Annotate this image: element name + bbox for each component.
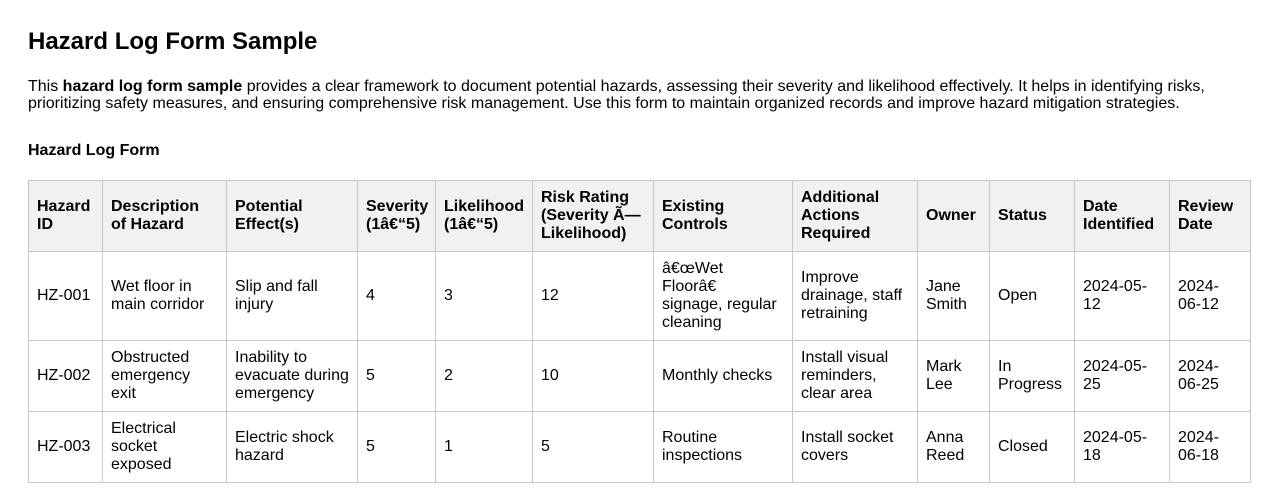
cell-potential-effects: Inability to evacuate during emergency [227,341,358,412]
header-description: Description of Hazard [103,181,227,252]
table-row [29,341,1251,412]
header-potential-effects: Potential Effect(s) [227,181,358,252]
cell-description: Electrical socket exposed [103,412,227,483]
cell-date-identified: 2024-05-12 [1075,252,1170,341]
cell-likelihood: 3 [436,252,533,341]
intro-text-end: provides a clear framework to document potential hazards, assessing their severity and likelihood effectively. It helps in identifying risks, prioritizing safety measures, and ensuring comprehensive risk management. Use this form to maintain organized records and improve hazard mitigation strategies. [28,78,1205,112]
cell-potential-effects: Slip and fall injury [227,252,358,341]
page-title: Hazard Log Form Sample [28,28,318,55]
cell-owner: Jane Smith [918,252,990,341]
cell-status: Closed [990,412,1075,483]
header-risk-rating: Risk Rating (Severity Ã— Likelihood) [533,181,654,252]
header-date-identified: Date Identified [1075,181,1170,252]
table-row [29,252,1251,341]
cell-likelihood: 1 [436,412,533,483]
cell-status: In Progress [990,341,1075,412]
cell-status: Open [990,252,1075,341]
cell-description: Obstructed emergency exit [103,341,227,412]
header-hazard-id: Hazard ID [29,181,103,252]
cell-owner: Mark Lee [918,341,990,412]
cell-severity: 5 [358,412,436,483]
cell-risk-rating: 10 [533,341,654,412]
cell-hazard-id: HZ-001 [29,252,103,341]
intro-paragraph [28,78,1250,112]
cell-likelihood: 2 [436,341,533,412]
hazard-log-table [28,180,1251,483]
cell-existing-controls: Routine inspections [654,412,793,483]
cell-hazard-id: HZ-002 [29,341,103,412]
header-status: Status [990,181,1075,252]
cell-date-identified: 2024-05-25 [1075,341,1170,412]
header-existing-controls: Existing Controls [654,181,793,252]
header-review-date: Review Date [1170,181,1251,252]
cell-severity: 5 [358,341,436,412]
cell-date-identified: 2024-05-18 [1075,412,1170,483]
cell-risk-rating: 12 [533,252,654,341]
cell-owner: Anna Reed [918,412,990,483]
cell-existing-controls: â€œWet Floorâ€ signage, regular cleaning [654,252,793,341]
cell-review-date: 2024-06-12 [1170,252,1251,341]
header-severity: Severity (1â€“5) [358,181,436,252]
cell-description: Wet floor in main corridor [103,252,227,341]
cell-additional-actions: Improve drainage, staff retraining [793,252,918,341]
cell-additional-actions: Install visual reminders, clear area [793,341,918,412]
cell-potential-effects: Electric shock hazard [227,412,358,483]
cell-severity: 4 [358,252,436,341]
table-row [29,412,1251,483]
cell-review-date: 2024-06-25 [1170,341,1251,412]
header-likelihood: Likelihood (1â€“5) [436,181,533,252]
cell-existing-controls: Monthly checks [654,341,793,412]
intro-text-start: This [28,78,63,95]
header-additional-actions: Additional Actions Required [793,181,918,252]
section-title: Hazard Log Form [28,142,160,159]
cell-review-date: 2024-06-18 [1170,412,1251,483]
cell-hazard-id: HZ-003 [29,412,103,483]
cell-additional-actions: Install socket covers [793,412,918,483]
table-header-row [29,181,1251,252]
intro-text-bold: hazard log form sample [62,78,243,95]
cell-risk-rating: 5 [533,412,654,483]
header-owner: Owner [918,181,990,252]
